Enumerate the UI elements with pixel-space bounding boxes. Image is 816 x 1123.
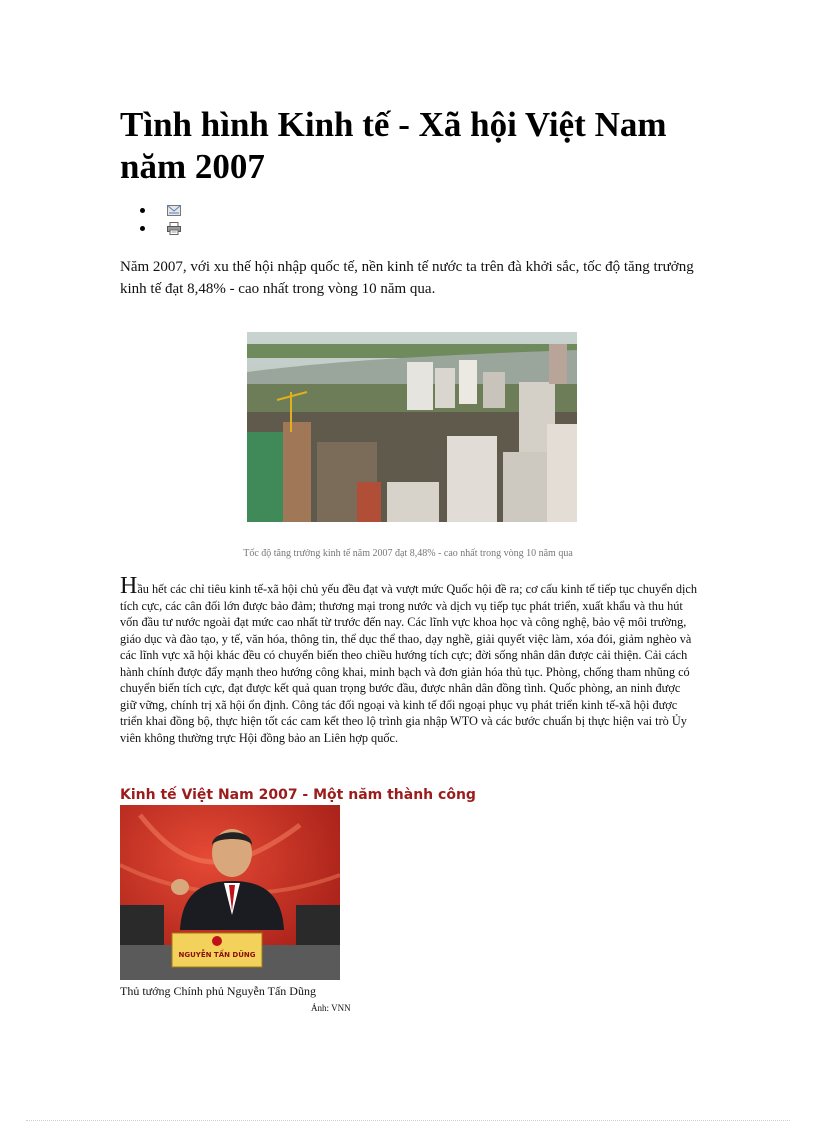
photo-credit: Ảnh: VNN	[311, 1003, 351, 1013]
article-body-text: ầu hết các chỉ tiêu kinh tế-xã hội chủ yếu đều đạt và vượt mức Quốc hội đề ra; cơ cấu kinh tế tiếp tục chuyển dịch tích cực, các cân đối lớn được bảo đảm; thương mại trong nước và dịch vụ tiếp tục phát triển, xuất khẩu và thu hút vốn đầu tư nước ngoài đạt mức cao nhất từ trước đến nay. Các lĩnh vực khoa học và công nghệ, bảo vệ môi trường, giáo dục và đào tạo, y tế, văn hóa, thông tin, thể dục thể thao, dạy nghề, giải quyết việc làm, xóa đói, giảm nghèo và các lĩnh vực xã hội khác đều có chuyển biến theo chiều hướng tích cực; đời sống nhân dân được cải thiện. Cải cách hành chính được đẩy mạnh theo hướng công khai, minh bạch và đơn giản hóa thủ tục. Phòng, chống tham nhũng có chuyển biến tích cực, đạt được kết quả quan trọng bước đầu, được nhân dân đồng tình. Quốc phòng, an ninh được giữ vững, chính trị xã hội ổn định. Công tác đối ngoại và kinh tế đối ngoại phục vụ phát triển kinh tế-xã hội được triển khai đồng bộ, thực hiện tốt các cam kết theo lộ trình gia nhập WTO và các bước chuẩn bị thực hiện vai trò Ủy viên không thường trực Hội đồng bảo an Liên hợp quốc.	[120, 582, 698, 745]
image-caption: Tốc độ tăng trưởng kinh tế năm 2007 đạt 8,48% - cao nhất trong vòng 10 năm qua	[243, 548, 573, 559]
photo-caption: Thủ tướng Chính phủ Nguyễn Tấn Dũng	[120, 984, 316, 998]
list-bullet	[140, 208, 145, 213]
prime-minister-photo	[120, 805, 340, 980]
section-subheading[interactable]: Kinh tế Việt Nam 2007 - Một năm thành công	[120, 787, 476, 803]
article-tools	[140, 202, 181, 238]
print-icon[interactable]	[167, 222, 181, 235]
email-tool[interactable]	[140, 202, 181, 219]
city-skyline-photo	[247, 332, 577, 522]
print-tool[interactable]	[140, 220, 181, 237]
drop-cap: H	[120, 573, 138, 599]
page-bottom-border	[26, 1120, 790, 1121]
list-bullet	[140, 226, 145, 231]
article-body	[120, 573, 698, 746]
email-icon[interactable]	[167, 204, 181, 217]
page-title: Tình hình Kinh tế - Xã hội Việt Nam năm 2007	[120, 105, 667, 186]
article-intro: Năm 2007, với xu thế hội nhập quốc tế, nền kinh tế nước ta trên đà khởi sắc, tốc độ tăng trưởng kinh tế đạt 8,48% - cao nhất trong vòng 10 năm qua.	[120, 259, 694, 297]
nameplate-text: NGUYỄN TẤN DŨNG	[178, 951, 256, 959]
